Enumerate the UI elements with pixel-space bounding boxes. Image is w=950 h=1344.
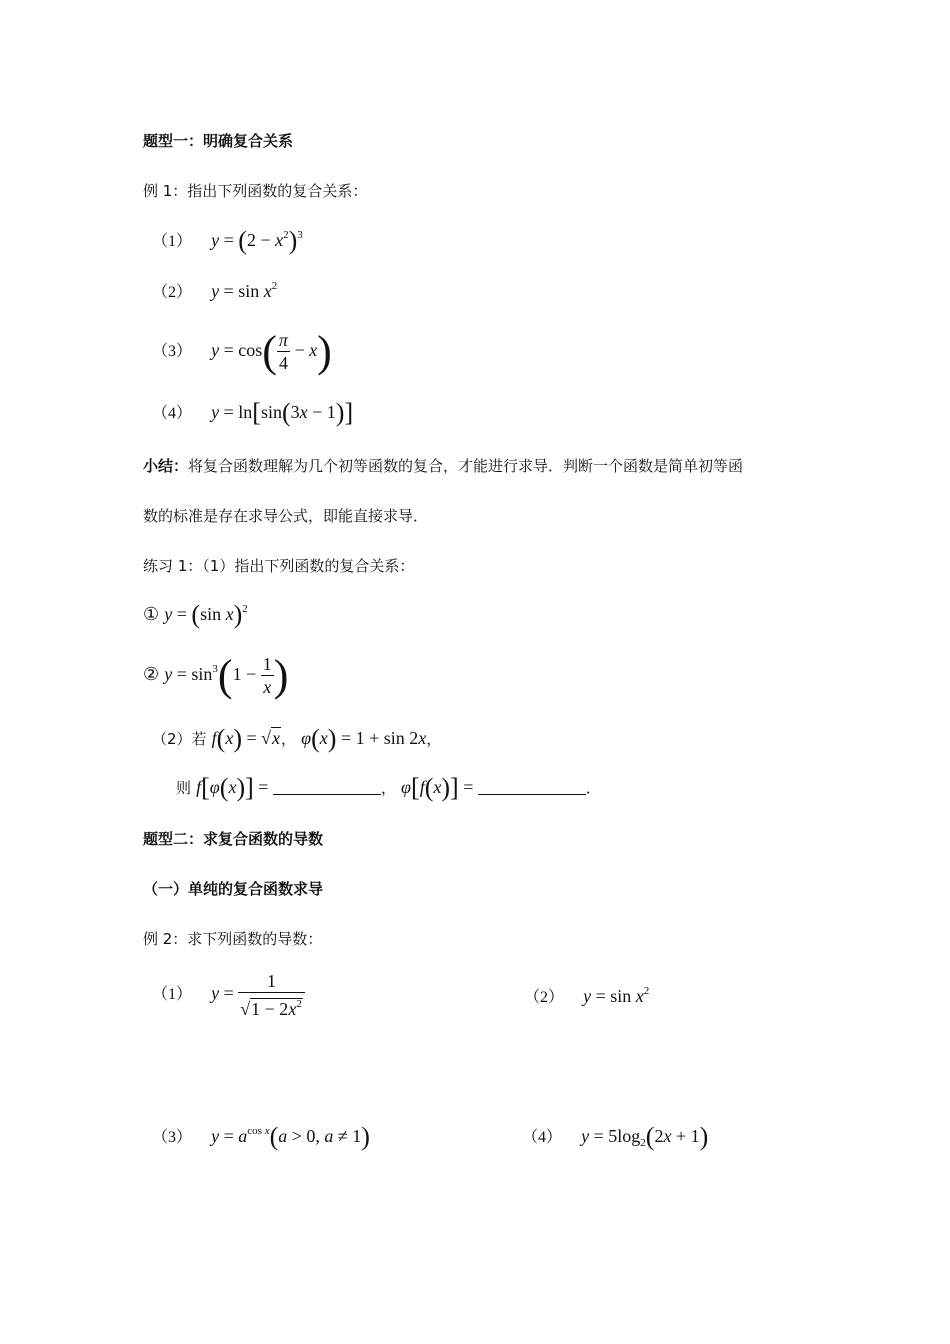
summary-line-1	[143, 455, 743, 476]
formula: f[φ(x)] =	[196, 773, 273, 802]
period: ．	[585, 779, 601, 797]
example-1-stem: 例 1：指出下列函数的复合关系：	[143, 182, 368, 200]
item-label: （2）	[152, 284, 193, 301]
formula: y = cos( $\frac{\pi}{4}$ − x)	[211, 327, 332, 376]
item-label: （1）	[152, 986, 193, 1004]
item-label: （3）	[152, 1129, 193, 1146]
answer-blank-1[interactable]	[273, 780, 381, 795]
section-title-1: 题型一：明确复合关系	[143, 132, 294, 150]
formula: $y = 5\log_2(2x + 1)$	[581, 1122, 709, 1151]
formula: y = ln[sin(3x − 1)]	[211, 398, 354, 427]
circled-label: ②	[143, 664, 160, 684]
item-label: （4）	[522, 1129, 563, 1146]
example-1-item-4	[152, 398, 353, 428]
example-2-item-1	[152, 970, 305, 1020]
answer-blank-2[interactable]	[478, 780, 586, 795]
example-2-stem: 例 2：求下列函数的导数：	[143, 930, 323, 948]
formula: $y = \sin x^2$	[211, 280, 278, 301]
formula: φ[f(x)] =	[401, 773, 478, 802]
part2-label: （2）若	[152, 730, 207, 748]
summary-text-1: 将复合函数理解为几个初等函数的复合，才能进行求导．判断一个函数是简单初等函	[188, 457, 744, 475]
practice-1-stem: 练习 1：（1）指出下列函数的复合关系：	[143, 557, 415, 575]
section-subtitle: （一）单纯的复合函数求导	[143, 880, 324, 898]
practice-1-item-2	[143, 650, 288, 701]
formula: y = $\frac{1}{√1 - 2x^2}$	[211, 983, 305, 1003]
example-1-item-2	[152, 279, 277, 302]
summary-line-2: 数的标准是存在求导公式，即能直接求导．	[143, 507, 429, 525]
practice-1-item-1	[143, 600, 248, 630]
item-label: （3）	[152, 343, 193, 360]
example-2-item-4	[522, 1122, 708, 1152]
formula: $y = \sin x^2$	[583, 985, 650, 1006]
example-1-item-1	[152, 226, 303, 256]
item-label: （2）	[524, 989, 565, 1006]
example-2-item-2	[524, 984, 649, 1007]
comma: ，	[281, 730, 297, 748]
example-2-item-3	[152, 1122, 370, 1152]
practice-1-part-2-answer	[176, 773, 601, 803]
formula: y = (sin x)$^2$	[164, 600, 248, 629]
formula: $y = \sin^3(1$ − $\frac{1}{x}$ )	[164, 651, 289, 700]
then-label: 则	[176, 779, 192, 797]
formula: f(x) = √x	[211, 724, 281, 753]
formula: φ(x) = 1 + sin 2x	[301, 724, 427, 753]
formula: $y = a^{cos x}(a > 0$, a ≠ 1)	[211, 1122, 370, 1151]
formula: $y = (2 - x^2)^3$	[211, 226, 303, 255]
item-label: （4）	[152, 405, 193, 422]
comma: ，	[426, 730, 442, 748]
circled-label: ①	[143, 604, 160, 624]
practice-1-part-2	[152, 724, 441, 754]
summary-label: 小结：	[143, 457, 189, 475]
section-title-2: 题型二：求复合函数的导数	[143, 830, 324, 848]
example-1-item-3	[152, 326, 332, 377]
item-label: （1）	[152, 233, 193, 250]
comma: ，	[380, 779, 396, 797]
